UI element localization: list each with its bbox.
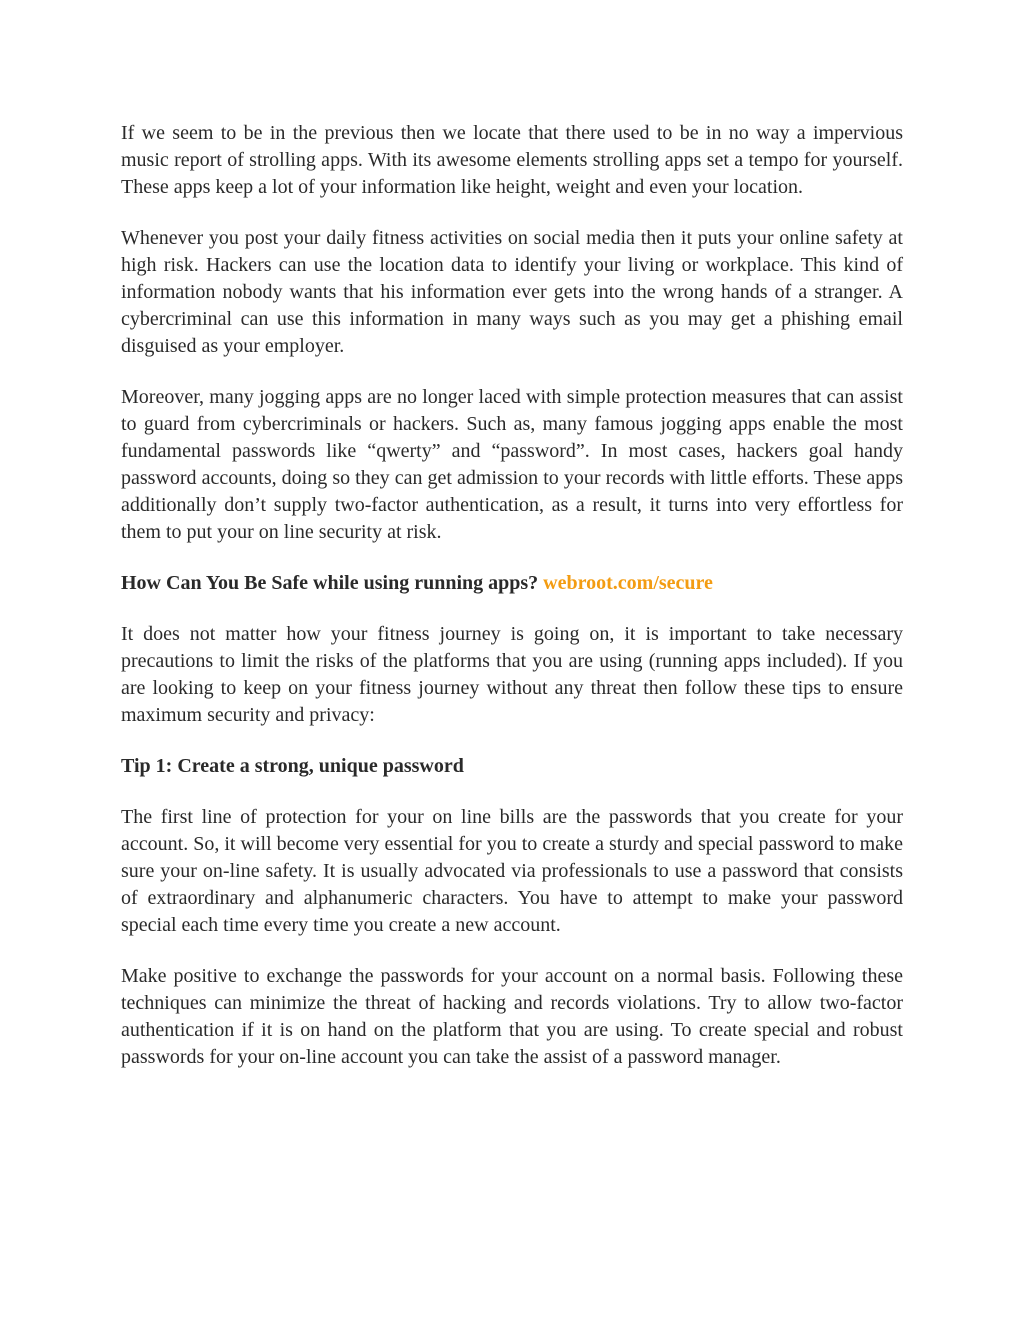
document-page [121, 120, 903, 1095]
section-heading-safety-text: How Can You Be Safe while using running apps? [121, 572, 539, 594]
paragraph-social-media-risk: Whenever you post your daily fitness activities on social media then it puts your online safety at high risk. Hackers can use the location data to identify your living or workplace. This kind of information nobody wants that his information ever gets into the wrong hands of a stranger. A cybercriminal can use this information in many ways such as you may get a phishing email disguised as your employer. [121, 227, 903, 357]
paragraph-weak-protection: Moreover, many jogging apps are no longer laced with simple protection measures that can assist to guard from cybercriminals or hackers. Such as, many famous jogging apps enable the most fundamental passwords like “qwerty” and “password”. In most cases, hackers goal handy password accounts, doing so they can get admission to your records with little efforts. These apps additionally don’t supply two-factor authentication, as a result, it turns into very effortless for them to put your on line security at risk. [121, 386, 903, 543]
section-heading-tip-1: Tip 1: Create a strong, unique password [121, 755, 464, 777]
paragraph-change-password: Make positive to exchange the passwords for your account on a normal basis. Following these techniques can minimize the threat of hacking and records violations. Try to allow two-factor authentication if it is on hand on the platform that you are using. To create special and robust passwords for your on-line account you can take the assist of a password manager. [121, 965, 903, 1068]
paragraph-strong-password: The first line of protection for your on line bills are the passwords that you create for your account. So, it will become very essential for you to create a sturdy and special password to make sure your on-line safety. It is usually advocated via professionals to use a password that consists of extraordinary and alphanumeric characters. You have to attempt to make your password special each time every time you create a new account. [121, 806, 903, 936]
paragraph-intro: If we seem to be in the previous then we locate that there used to be in no way a impervious music report of strolling apps. With its awesome elements strolling apps set a tempo for yourself. These apps keep a lot of your information like height, weight and even your location. [121, 122, 903, 198]
paragraph-precautions: It does not matter how your fitness journey is going on, it is important to take necessary precautions to limit the risks of the platforms that you are using (running apps included). If you are looking to keep on your fitness journey without any threat then follow these tips to ensure maximum security and privacy: [121, 623, 903, 726]
section-heading-safety [121, 570, 903, 597]
webroot-secure-link[interactable]: webroot.com/secure [543, 572, 713, 594]
